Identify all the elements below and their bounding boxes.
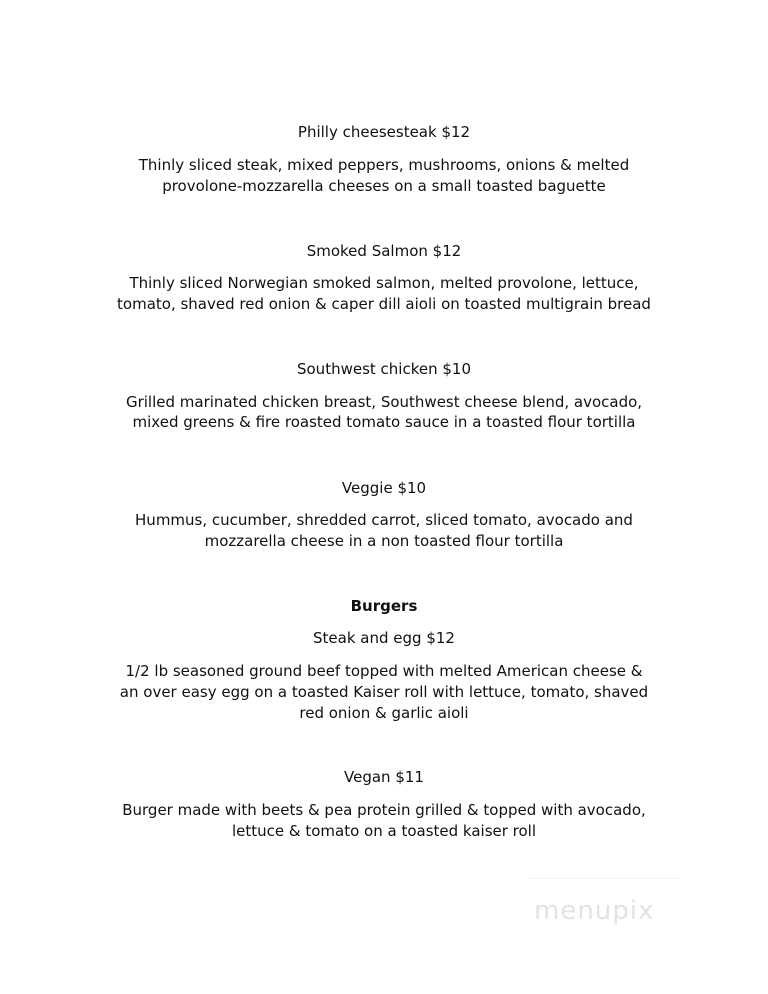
item-desc-vegan-line2: lettuce & tomato on a toasted kaiser roll [231, 822, 537, 840]
item-desc-philly-line1: Thinly sliced steak, mixed peppers, mushrooms, onions & melted [138, 156, 630, 174]
item-desc-philly-line2: provolone-mozzarella cheeses on a small toasted baguette [162, 177, 606, 195]
item-title-salmon: Smoked Salmon $12 [306, 242, 462, 260]
item-desc-steak-egg-line3: red onion & garlic aioli [299, 704, 469, 722]
item-title-southwest: Southwest chicken $10 [296, 360, 471, 378]
item-desc-vegan-line1: Burger made with beets & pea protein grilled & topped with avocado, [122, 801, 646, 819]
item-desc-veggie-line1: Hummus, cucumber, shredded carrot, sliced tomato, avocado and [135, 511, 633, 529]
item-title-vegan: Vegan $11 [344, 768, 424, 786]
section-heading-burgers: Burgers [350, 597, 418, 615]
item-title-philly: Philly cheesesteak $12 [297, 123, 471, 141]
item-desc-steak-egg-line1: 1/2 lb seasoned ground beef topped with melted American cheese & [125, 662, 643, 680]
watermark-logo [534, 896, 654, 926]
item-desc-southwest-line1: Grilled marinated chicken breast, Southwest cheese blend, avocado, [125, 393, 643, 411]
item-desc-salmon-line1: Thinly sliced Norwegian smoked salmon, melted provolone, lettuce, [129, 274, 639, 292]
item-desc-salmon-line2: tomato, shaved red onion & caper dill aioli on toasted multigrain bread [117, 295, 651, 313]
item-desc-steak-egg-line2: an over easy egg on a toasted Kaiser roll with lettuce, tomato, shaved [119, 683, 649, 701]
item-desc-southwest-line2: mixed greens & fire roasted tomato sauce in a toasted flour tortilla [132, 413, 636, 431]
watermark-suffix: pix [612, 896, 655, 926]
item-desc-veggie-line2: mozzarella cheese in a non toasted flour tortilla [204, 532, 564, 550]
watermark-text: menu [534, 896, 613, 926]
watermark-divider [530, 878, 680, 887]
item-title-veggie: Veggie $10 [341, 479, 427, 497]
item-title-steak-egg: Steak and egg $12 [313, 629, 455, 647]
